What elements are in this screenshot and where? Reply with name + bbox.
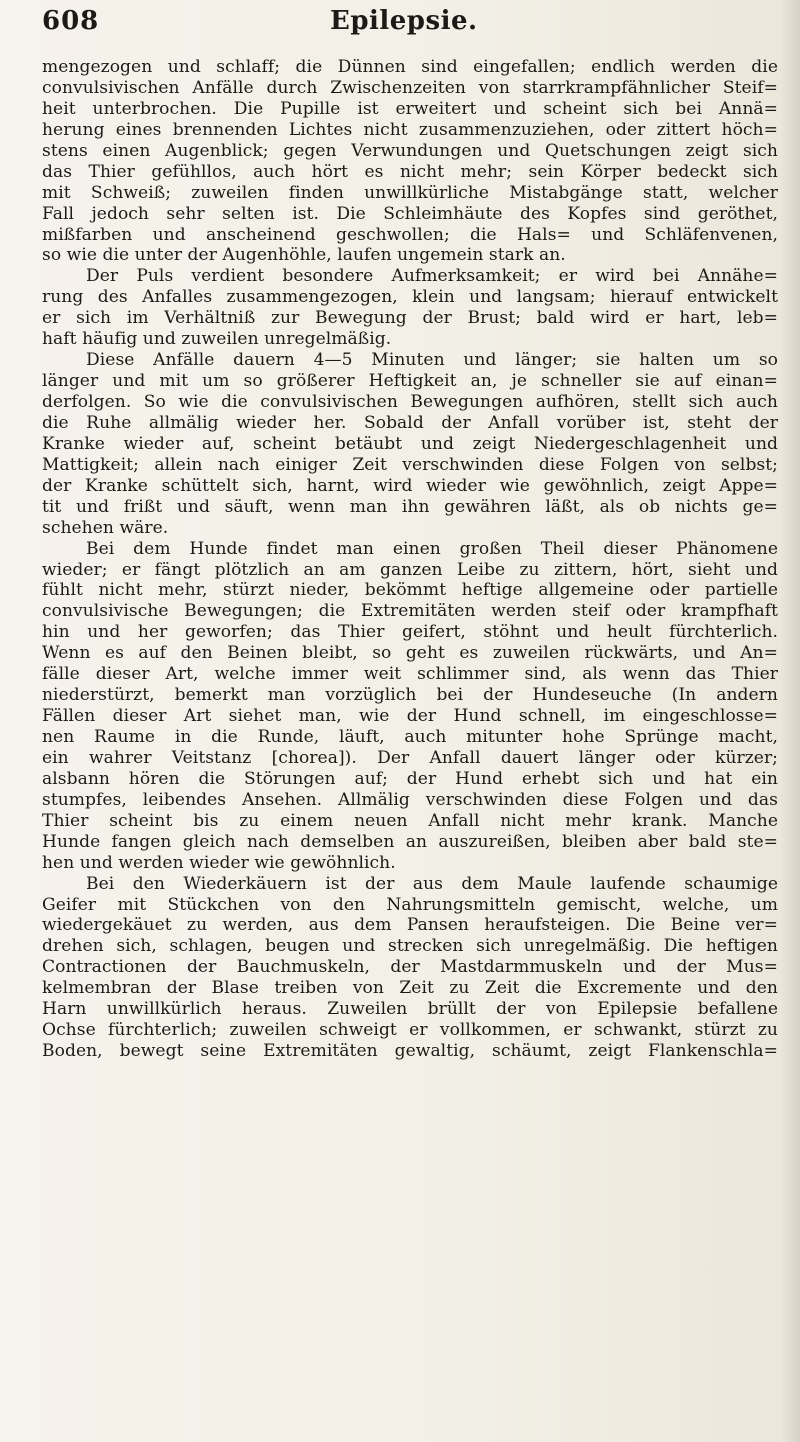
text-line: Contractionen der Bauchmuskeln, der Mastdarmmuskeln und der Mus= <box>42 957 778 978</box>
text-line: convulsivische Bewegungen; die Extremitäten werden steif oder krampfhaft <box>42 601 778 622</box>
text-line: schehen wäre. <box>42 517 169 538</box>
text-line: wieder; er fängt plötzlich an am ganzen Leibe zu zittern, hört, sieht und <box>42 559 778 580</box>
text-line: heit unterbrochen. Die Pupille ist erweitert und scheint sich bei Annä= <box>42 98 778 119</box>
text-line: Der Puls verdient besondere Aufmerksamkeit; er wird bei Annähe= <box>86 266 778 287</box>
text-line: hin und her geworfen; das Thier geifert, stöhnt und heult fürchterlich. <box>42 622 778 643</box>
text-line: die Ruhe allmälig wieder her. Sobald der Anfall vorüber ist, steht der <box>42 412 778 433</box>
body-text <box>42 57 778 1062</box>
text-line: ein wahrer Veitstanz [chorea]). Der Anfall dauert länger oder kürzer; <box>42 747 778 768</box>
text-line: Boden, bewegt seine Extremitäten gewaltig, schäumt, zeigt Flankenschla= <box>42 1041 778 1062</box>
text-line: drehen sich, schlagen, beugen und strecken sich unregelmäßig. Die heftigen <box>42 936 778 957</box>
text-line: Mattigkeit; allein nach einiger Zeit verschwinden diese Folgen von selbst; <box>42 454 778 475</box>
text-line: der Kranke schüttelt sich, harnt, wird wieder wie gewöhnlich, zeigt Appe= <box>42 475 778 496</box>
text-line: stens einen Augenblick; gegen Verwundungen und Quetschungen zeigt sich <box>42 140 778 161</box>
text-line: Fällen dieser Art siehet man, wie der Hund schnell, im eingeschlosse= <box>42 706 778 727</box>
text-line: herung eines brennenden Lichtes nicht zusammenzuziehen, oder zittert höch= <box>42 119 778 140</box>
text-line: alsbann hören die Störungen auf; der Hund erhebt sich und hat ein <box>42 768 778 789</box>
text-line: rung des Anfalles zusammengezogen, klein und langsam; hierauf entwickelt <box>42 287 778 308</box>
text-line: Hunde fangen gleich nach demselben an auszureißen, bleiben aber bald ste= <box>42 831 778 852</box>
text-line: mengezogen und schlaff; die Dünnen sind eingefallen; endlich werden die <box>42 57 778 77</box>
text-line: so wie die unter der Augenhöhle, laufen ungemein stark an. <box>42 245 566 266</box>
text-line: nen Raume in die Runde, läuft, auch mitunter hohe Sprünge macht, <box>42 727 778 747</box>
text-line: tit und frißt und säuft, wenn man ihn gewähren läßt, als ob nichts ge= <box>42 496 778 517</box>
text-line: hen und werden wieder wie gewöhnlich. <box>42 852 396 873</box>
text-line: Harn unwillkürlich heraus. Zuweilen brüllt der von Epilepsie befallene <box>42 999 778 1020</box>
text-line: Wenn es auf den Beinen bleibt, so geht es zuweilen rückwärts, und An= <box>42 643 778 664</box>
text-line: länger und mit um so größerer Heftigkeit an, je schneller sie auf einan= <box>42 371 778 392</box>
text-line: Diese Anfälle dauern 4—5 Minuten und länger; sie halten um so <box>86 350 778 371</box>
text-line: mißfarben und anscheinend geschwollen; die Hals= und Schläfenvenen, <box>42 224 778 245</box>
text-line: kelmembran der Blase treiben von Zeit zu Zeit die Excremente und den <box>42 978 778 999</box>
text-line: wiedergekäuet zu werden, aus dem Pansen heraufsteigen. Die Beine ver= <box>42 915 778 936</box>
text-line: niederstürzt, bemerkt man vorzüglich bei der Hundeseuche (In andern <box>42 685 778 706</box>
text-line: Thier scheint bis zu einem neuen Anfall nicht mehr krank. Manche <box>42 810 778 831</box>
text-line: haft häufig und zuweilen unregelmäßig. <box>42 329 392 350</box>
running-head: Epilepsie. <box>330 6 478 36</box>
text-line: das Thier gefühllos, auch hört es nicht mehr; sein Körper bedeckt sich <box>42 161 778 182</box>
text-line: stumpfes, leibendes Ansehen. Allmälig verschwinden diese Folgen und das <box>42 789 778 810</box>
text-line: Kranke wieder auf, scheint betäubt und zeigt Niedergeschlagenheit und <box>42 433 778 454</box>
page-edge-shadow <box>780 0 800 1442</box>
text-line: Bei dem Hunde findet man einen großen Theil dieser Phänomene <box>86 538 778 559</box>
text-line: Ochse fürchterlich; zuweilen schweigt er vollkommen, er schwankt, stürzt zu <box>42 1020 778 1041</box>
page-header <box>42 6 742 46</box>
text-line: er sich im Verhältniß zur Bewegung der Brust; bald wird er hart, leb= <box>42 308 778 329</box>
text-line: fühlt nicht mehr, stürzt nieder, bekömmt heftige allgemeine oder partielle <box>42 580 778 601</box>
text-line: convulsivischen Anfälle durch Zwischenzeiten von starrkrampfähnlicher Steif= <box>42 77 778 98</box>
text-line: Geifer mit Stückchen von den Nahrungsmitteln gemischt, welche, um <box>42 894 778 915</box>
text-line: mit Schweiß; zuweilen finden unwillkürliche Mistabgänge statt, welcher <box>42 182 778 203</box>
text-line: fälle dieser Art, welche immer weit schlimmer sind, als wenn das Thier <box>42 664 778 685</box>
text-line: Fall jedoch sehr selten ist. Die Schleimhäute des Kopfes sind geröthet, <box>42 203 778 224</box>
text-line: Bei den Wiederkäuern ist der aus dem Maule laufende schaumige <box>86 873 778 894</box>
page-number: 608 <box>42 6 100 36</box>
text-line: derfolgen. So wie die convulsivischen Bewegungen aufhören, stellt sich auch <box>42 392 778 412</box>
